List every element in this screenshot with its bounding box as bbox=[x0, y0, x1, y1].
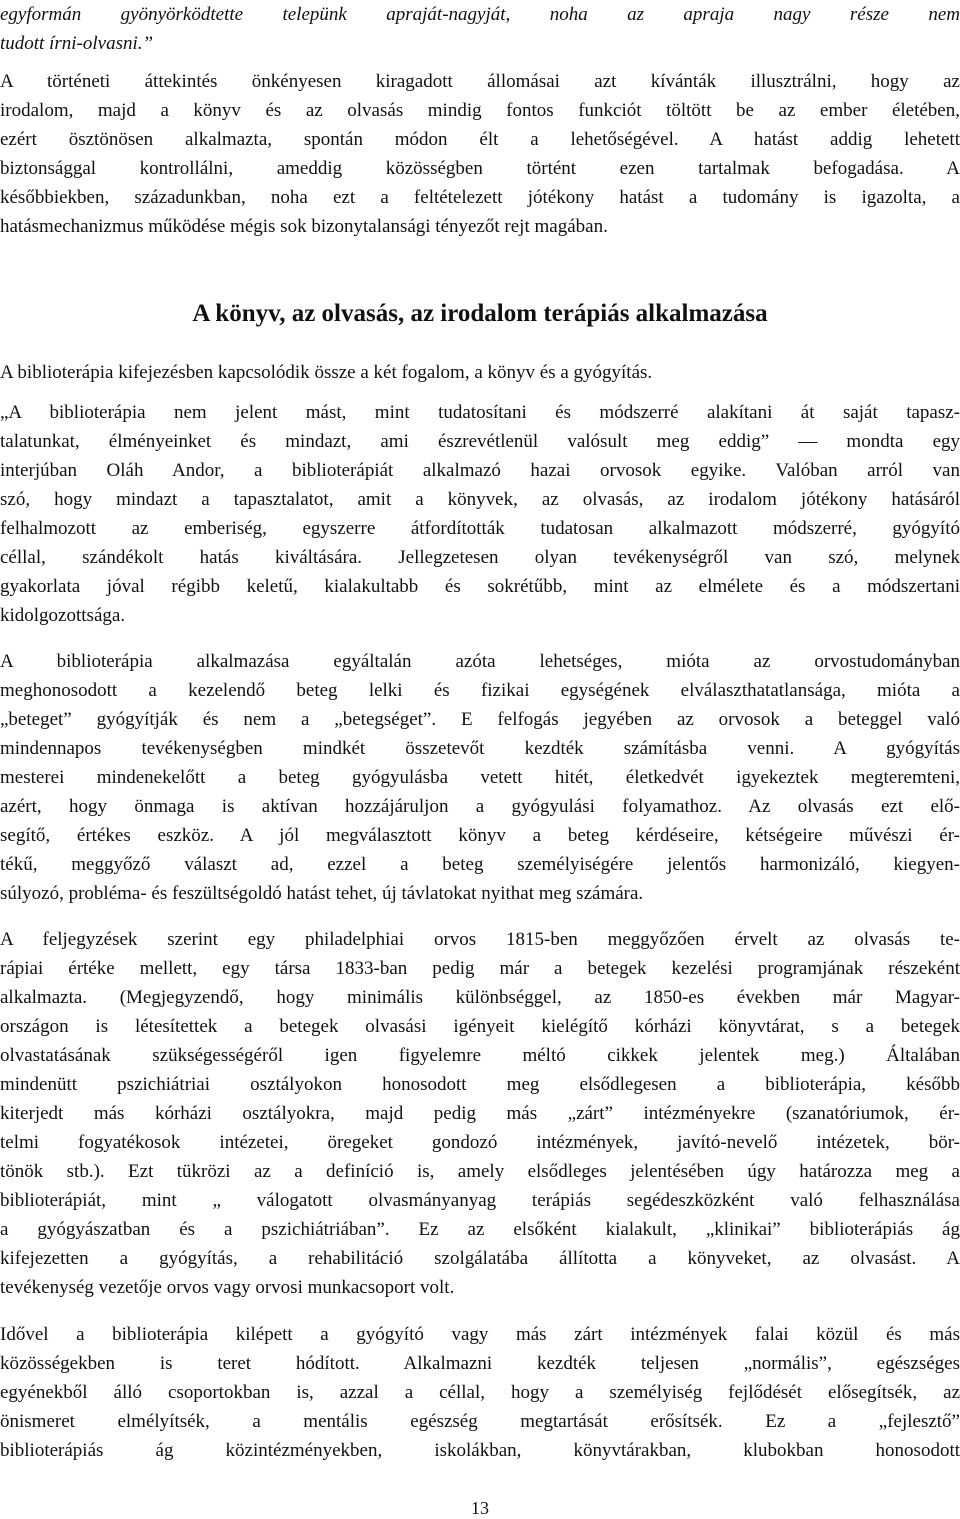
text-line: kifejezetten a gyógyítás, a rehabilitáció szolgálatába állította a könyveket, az olvasást. A bbox=[0, 1248, 960, 1269]
paragraph-historical-overview bbox=[0, 67, 960, 241]
text-line: rápiai értéke mellett, egy társa 1833-ban pedig már a betegek kezelési programjának részeként bbox=[0, 958, 960, 979]
intro-quote-paragraph bbox=[0, 0, 960, 58]
text-line: A feljegyzések szerint egy philadelphiai orvos 1815-ben meggyőzően érvelt az olvasás te- bbox=[0, 929, 960, 950]
text-line: biztonsággal kontrollálni, ameddig közösségben történt ezen tartalmak befogadása. A bbox=[0, 158, 960, 179]
text-line: a gyógyászatban és a pszichiátriában”. Ez az elsőként kialakult, „klinikai” biblioterápiás ág bbox=[0, 1219, 960, 1240]
text-line: országon is létesítettek a betegek olvasási igényeit kielégítő kórházi könyvtárat, s a betegek bbox=[0, 1016, 960, 1037]
text-line: mindennapos tevékenységben mindkét összetevőt kezdték számításba venni. A gyógyítás bbox=[0, 738, 960, 759]
text-line: biblioterápiát, mint „ válogatott olvasmányanyag terápiás segédeszközként való felhasználása bbox=[0, 1190, 960, 1211]
text-line: tevékenység vezetője orvos vagy orvosi munkacsoport volt. bbox=[0, 1277, 455, 1298]
text-line: céllal, szándékolt hatás kiváltására. Jellegzetesen olyan tevékenységről van szó, melynek bbox=[0, 547, 960, 568]
text-line: tudott írni-olvasni.” bbox=[0, 33, 154, 54]
text-line: biblioterápiás ág közintézményekben, iskolákban, könyvtárakban, klubokban honosodott bbox=[0, 1440, 960, 1461]
text-line: egyformán gyönyörködtette telepünk apraját-nagyját, noha az apraja nagy része nem bbox=[0, 4, 960, 25]
paragraph-definition bbox=[0, 358, 960, 387]
text-line: szó, hogy mindazt a tapasztalatot, amit a könyvek, az olvasás, az irodalom jótékony hatásáról bbox=[0, 489, 960, 510]
text-line: hatásmechanizmus működése mégis sok bizonytalansági tényezőt rejt magában. bbox=[0, 216, 608, 237]
text-line: ezért ösztönösen alkalmazta, spontán módon élt a lehetőségével. A hatást addig lehetett bbox=[0, 129, 960, 150]
text-line: későbbiekben, századunkban, noha ezt a feltételezett jótékony hatást a tudomány is igazolta, a bbox=[0, 187, 960, 208]
text-line: önismeret elmélyítsék, a mentális egészség megtartását erősítsék. Ez a „fejlesztő” bbox=[0, 1411, 960, 1432]
text-line: gyakorlata jóval régibb keletű, kialakultabb és sokrétűbb, mint az elmélete és a módszertani bbox=[0, 576, 960, 597]
text-line: A biblioterápia kifejezésben kapcsolódik össze a két fogalom, a könyv és a gyógyítás. bbox=[0, 362, 653, 383]
text-line: tékű, meggyőző választ ad, ezzel a beteg személyiségére jelentős harmonizáló, kiegyen- bbox=[0, 854, 960, 875]
text-line: felhalmozott az emberiség, egyszerre átfordították tudatosan alkalmazott módszerré, gyógyító bbox=[0, 518, 960, 539]
text-line: meghonosodott a kezelendő beteg lelki és fizikai egységének elválaszthatatlansága, mióta a bbox=[0, 680, 960, 701]
text-line: interjúban Oláh Andor, a biblioterápiát alkalmazó hazai orvosok egyike. Valóban arról van bbox=[0, 460, 960, 481]
text-line: Idővel a biblioterápia kilépett a gyógyító vagy más zárt intézmények falai közül és más bbox=[0, 1324, 960, 1345]
page-number: 13 bbox=[471, 1498, 489, 1518]
text-line: tönök stb.). Ezt tükrözi az a definíció is, amely elsődleges jelentésében úgy határozza meg a bbox=[0, 1161, 960, 1182]
text-line: azért, hogy önmaga is aktívan hozzájáruljon a gyógyulási folyamathoz. Az olvasás ezt elő- bbox=[0, 796, 960, 817]
paragraph-history-clinical bbox=[0, 925, 960, 1302]
text-line: segítő, értékes eszköz. A jól megválasztott könyv a beteg kérdéseire, kétségeire művészi ér- bbox=[0, 825, 960, 846]
text-line: A történeti áttekintés önkényesen kiragadott állomásai azt kívánták illusztrálni, hogy az bbox=[0, 71, 960, 92]
text-line: egyénekből álló csoportokban is, azzal a céllal, hogy a személyiség fejlődését elősegítsék, az bbox=[0, 1382, 960, 1403]
text-line: telmi fogyatékosok intézetei, öregeket gondozó intézmények, javító-nevelő intézetek, bör- bbox=[0, 1132, 960, 1153]
text-line: irodalom, majd a könyv és az olvasás mindig fontos funkciót töltött be az ember életében, bbox=[0, 100, 960, 121]
text-line: „beteget” gyógyítják és nem a „betegséget”. E felfogás jegyében az orvosok a beteggel való bbox=[0, 709, 960, 730]
text-line: olvastatásának szükségességéről igen figyelemre méltó cikkek jelentek meg.) Általában bbox=[0, 1045, 960, 1066]
text-line: „A biblioterápia nem jelent mást, mint tudatosítani és módszerré alakítani át saját tapasz- bbox=[0, 402, 960, 423]
text-line: talatunkat, élményeinket és mindazt, ami észrevétlenül valósult meg eddig” — mondta egy bbox=[0, 431, 960, 452]
paragraph-community-expansion bbox=[0, 1320, 960, 1465]
text-line: A biblioterápia alkalmazása egyáltalán azóta lehetséges, mióta az orvostudományban bbox=[0, 651, 960, 672]
paragraph-medical-application bbox=[0, 647, 960, 908]
text-line: mesterei mindenekelőtt a beteg gyógyulásba vetett hitét, életkedvét igyekeztek megteremteni, bbox=[0, 767, 960, 788]
text-line: közösségekben is teret hódított. Alkalmazni kezdték teljesen „normális”, egészséges bbox=[0, 1353, 960, 1374]
section-heading: A könyv, az olvasás, az irodalom terápiás alkalmazása bbox=[192, 300, 768, 327]
text-line: alkalmazta. (Megjegyzendő, hogy minimális különbséggel, az 1850-es években már Magyar- bbox=[0, 987, 960, 1008]
text-line: kidolgozottsága. bbox=[0, 605, 126, 626]
text-line: kiterjedt más kórházi osztályokra, majd pedig más „zárt” intézményekre (szanatóriumok, ér- bbox=[0, 1103, 960, 1124]
text-line: mindenütt pszichiátriai osztályokon honosodott meg elsődlegesen a biblioterápia, később bbox=[0, 1074, 960, 1095]
text-line: súlyozó, probléma- és feszültségoldó hatást tehet, új távlatokat nyithat meg számára. bbox=[0, 883, 644, 904]
paragraph-interview-quote bbox=[0, 398, 960, 630]
